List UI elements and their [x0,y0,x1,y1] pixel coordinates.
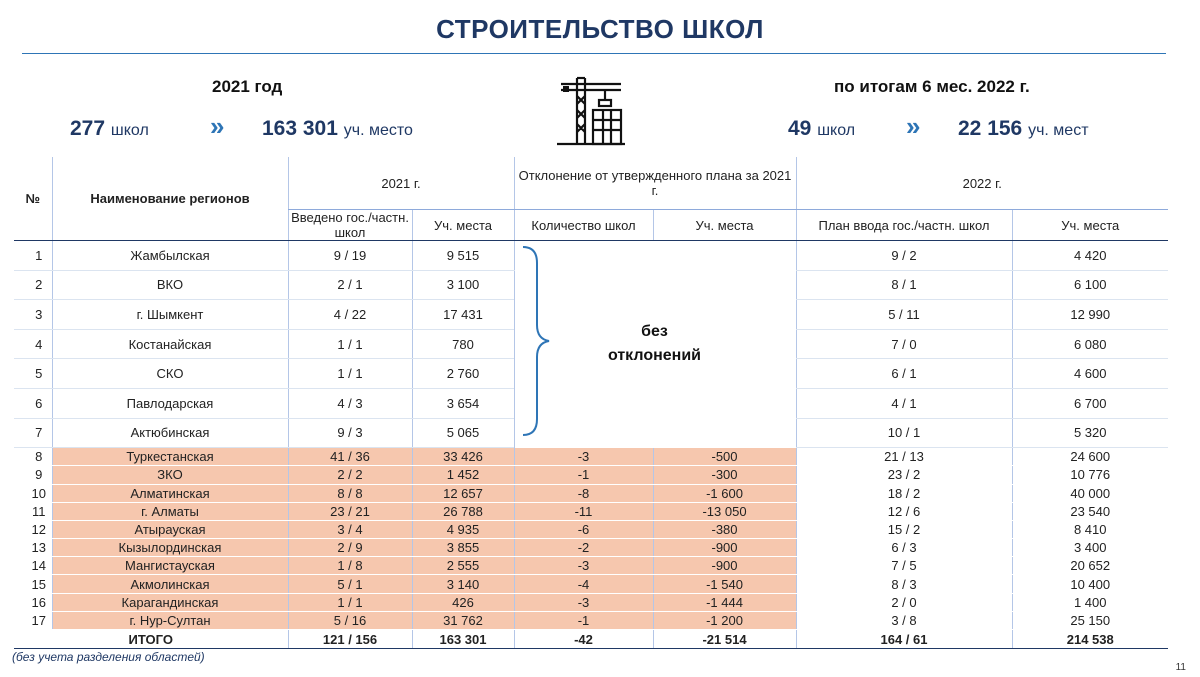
row-plan: 23 / 2 [796,466,1012,484]
row-number: 12 [14,520,52,538]
row-number: 9 [14,466,52,484]
table-row [14,448,1168,466]
row-places: 4 935 [412,520,514,538]
row-places: 3 100 [412,270,514,300]
places-value: 22 156 [958,117,1023,140]
row-plan: 5 / 11 [796,300,1012,330]
page-title: СТРОИТЕЛЬСТВО ШКОЛ [436,14,764,44]
row-number: 16 [14,593,52,611]
row-region: Мангистауская [52,557,288,575]
row-dev-count: -4 [514,575,653,593]
row-number: 3 [14,300,52,330]
row-places: 426 [412,593,514,611]
row-introduced: 9 / 3 [288,418,412,448]
row-number: 11 [14,502,52,520]
row-introduced: 8 / 8 [288,484,412,502]
summary-left-schools [70,117,149,141]
table-row [14,466,1168,484]
row-places: 3 140 [412,575,514,593]
row-places-2022: 6 100 [1012,270,1168,300]
row-plan: 6 / 3 [796,539,1012,557]
construction-crane-icon [555,76,627,146]
row-number: 10 [14,484,52,502]
subheader-plan: План ввода гос./частн. школ [796,210,1012,241]
row-plan: 12 / 6 [796,502,1012,520]
chevron-right-icon: » [906,111,921,141]
places-unit: уч. мест [1028,122,1089,139]
row-introduced: 3 / 4 [288,520,412,538]
row-region: ВКО [52,270,288,300]
row-plan: 4 / 1 [796,388,1012,418]
row-places-2022: 6 700 [1012,388,1168,418]
row-region: Атырауская [52,520,288,538]
row-places-2022: 6 080 [1012,329,1168,359]
row-places-2022: 12 990 [1012,300,1168,330]
row-region: Актюбинская [52,418,288,448]
row-number: 13 [14,539,52,557]
row-plan: 2 / 0 [796,593,1012,611]
row-plan: 8 / 1 [796,270,1012,300]
no-deviation-label: без отклонений [607,323,702,365]
row-dev-count: -1 [514,466,653,484]
row-plan: 7 / 0 [796,329,1012,359]
row-places: 33 426 [412,448,514,466]
col-header-deviation: Отклонение от утвержденного плана за 2021 г. [514,157,796,210]
row-places-2022: 24 600 [1012,448,1168,466]
total-dev-places: -21 514 [653,630,796,649]
row-number: 7 [14,418,52,448]
row-introduced: 2 / 2 [288,466,412,484]
row-places-2022: 4 420 [1012,241,1168,271]
row-introduced: 1 / 1 [288,329,412,359]
row-introduced: 41 / 36 [288,448,412,466]
row-places: 2 555 [412,557,514,575]
summary-left-period: 2021 год [212,77,283,96]
row-region: Костанайская [52,329,288,359]
row-region: Кызылординская [52,539,288,557]
no-deviation-cell [514,241,796,448]
subheader-places-2022: Уч. места [1012,210,1168,241]
table-row [14,593,1168,611]
row-places-2022: 25 150 [1012,611,1168,629]
row-dev-places: -1 540 [653,575,796,593]
row-dev-count: -3 [514,593,653,611]
row-places-2022: 10 776 [1012,466,1168,484]
row-region: Жамбылская [52,241,288,271]
row-dev-count: -1 [514,611,653,629]
schools-unit: школ [110,122,149,139]
summary-right-period: по итогам 6 мес. 2022 г. [834,77,1030,96]
row-plan: 21 / 13 [796,448,1012,466]
row-places-2022: 4 600 [1012,359,1168,389]
row-region: Павлодарская [52,388,288,418]
row-plan: 6 / 1 [796,359,1012,389]
col-header-region: Наименование регионов [52,157,288,241]
row-region: СКО [52,359,288,389]
row-places-2022: 20 652 [1012,557,1168,575]
schools-table [14,157,1168,649]
row-introduced: 9 / 19 [288,241,412,271]
row-dev-count: -3 [514,557,653,575]
row-region: г. Шымкент [52,300,288,330]
row-introduced: 5 / 1 [288,575,412,593]
row-dev-count: -2 [514,539,653,557]
col-header-2021: 2021 г. [288,157,514,210]
row-dev-count: -3 [514,448,653,466]
row-introduced: 4 / 3 [288,388,412,418]
row-number: 2 [14,270,52,300]
row-number: 6 [14,388,52,418]
row-places: 3 855 [412,539,514,557]
row-places-2022: 5 320 [1012,418,1168,448]
table-total-row [14,630,1168,649]
summary-right-schools [788,117,855,141]
places-value: 163 301 [262,117,338,140]
row-introduced: 23 / 21 [288,502,412,520]
row-region: Акмолинская [52,575,288,593]
row-places-2022: 40 000 [1012,484,1168,502]
row-number: 14 [14,557,52,575]
footnote: (без учета разделения областей) [12,650,205,664]
table-row [14,557,1168,575]
row-places: 12 657 [412,484,514,502]
title-divider [22,53,1166,54]
row-dev-count: -8 [514,484,653,502]
row-places: 2 760 [412,359,514,389]
total-label: ИТОГО [14,630,288,649]
total-plan: 164 / 61 [796,630,1012,649]
row-plan: 9 / 2 [796,241,1012,271]
row-places-2022: 1 400 [1012,593,1168,611]
row-places-2022: 23 540 [1012,502,1168,520]
row-introduced: 2 / 1 [288,270,412,300]
curly-brace-icon [515,241,555,441]
row-number: 1 [14,241,52,271]
row-places-2022: 8 410 [1012,520,1168,538]
row-dev-places: -300 [653,466,796,484]
table-row [14,241,1168,271]
table-row [14,539,1168,557]
total-places: 163 301 [412,630,514,649]
row-dev-count: -11 [514,502,653,520]
total-places-2022: 214 538 [1012,630,1168,649]
row-region: Алматинская [52,484,288,502]
col-header-2022: 2022 г. [796,157,1168,210]
total-dev-count: -42 [514,630,653,649]
row-plan: 7 / 5 [796,557,1012,575]
row-number: 5 [14,359,52,389]
row-plan: 10 / 1 [796,418,1012,448]
row-plan: 8 / 3 [796,575,1012,593]
schools-unit: школ [817,122,856,139]
col-header-num: № [14,157,52,241]
table-row [14,611,1168,629]
row-dev-places: -13 050 [653,502,796,520]
row-dev-places: -900 [653,539,796,557]
row-number: 8 [14,448,52,466]
schools-value: 49 [788,117,812,140]
row-places: 17 431 [412,300,514,330]
row-plan: 18 / 2 [796,484,1012,502]
schools-value: 277 [70,117,106,140]
row-dev-count: -6 [514,520,653,538]
row-plan: 3 / 8 [796,611,1012,629]
row-dev-places: -900 [653,557,796,575]
row-places: 9 515 [412,241,514,271]
row-introduced: 1 / 1 [288,593,412,611]
row-region: г. Алматы [52,502,288,520]
summary-left-places [262,117,413,141]
row-region: Туркестанская [52,448,288,466]
total-introduced: 121 / 156 [288,630,412,649]
page-number: 11 [1175,662,1186,673]
row-dev-places: -1 600 [653,484,796,502]
row-region: ЗКО [52,466,288,484]
row-places: 5 065 [412,418,514,448]
row-region: г. Нур-Султан [52,611,288,629]
row-dev-places: -1 200 [653,611,796,629]
row-introduced: 2 / 9 [288,539,412,557]
table-row [14,520,1168,538]
places-unit: уч. место [343,122,413,139]
summary-right-places [958,117,1089,141]
subheader-introduced: Введено гос./частн. школ [288,210,412,241]
row-places: 1 452 [412,466,514,484]
subheader-places: Уч. места [412,210,514,241]
row-plan: 15 / 2 [796,520,1012,538]
row-dev-places: -380 [653,520,796,538]
row-number: 15 [14,575,52,593]
row-region: Карагандинская [52,593,288,611]
row-places: 31 762 [412,611,514,629]
row-introduced: 5 / 16 [288,611,412,629]
row-introduced: 1 / 8 [288,557,412,575]
row-number: 4 [14,329,52,359]
row-introduced: 4 / 22 [288,300,412,330]
row-dev-places: -500 [653,448,796,466]
row-dev-places: -1 444 [653,593,796,611]
subheader-count: Количество школ [514,210,653,241]
table-row [14,484,1168,502]
row-places: 3 654 [412,388,514,418]
subheader-dev-places: Уч. места [653,210,796,241]
row-introduced: 1 / 1 [288,359,412,389]
row-places: 780 [412,329,514,359]
row-places-2022: 3 400 [1012,539,1168,557]
row-number: 17 [14,611,52,629]
table-row [14,575,1168,593]
row-places-2022: 10 400 [1012,575,1168,593]
row-places: 26 788 [412,502,514,520]
table-row [14,502,1168,520]
chevron-right-icon: » [210,111,225,141]
